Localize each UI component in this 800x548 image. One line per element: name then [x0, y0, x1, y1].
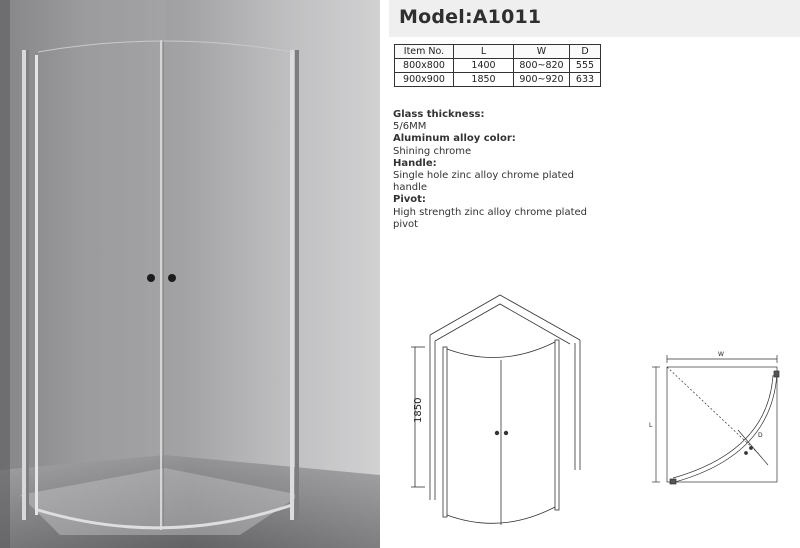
table-cell: 900~920	[514, 73, 570, 87]
spec-value-pivot-line1: High strength zinc alloy chrome plated	[393, 206, 587, 218]
spec-value-color: Shining chrome	[393, 145, 472, 157]
l-dimension-label: L	[649, 422, 653, 429]
table-header-cell: D	[570, 45, 601, 59]
model-title: Model:A1011	[399, 6, 542, 28]
plan-drawing	[640, 345, 790, 490]
table-header-cell: L	[454, 45, 514, 59]
d-dimension-label: D	[758, 432, 763, 439]
table-header-row	[395, 45, 601, 59]
spec-value-handle-line1: Single hole zinc alloy chrome plated	[393, 170, 575, 182]
w-dimension-label: W	[718, 351, 724, 358]
product-photo	[0, 0, 380, 548]
table-cell: 800x800	[395, 59, 454, 73]
spec-value-glass: 5/6MM	[393, 121, 427, 133]
spec-label-handle: Handle:	[393, 157, 437, 169]
isometric-drawing	[405, 285, 605, 535]
spec-label-glass: Glass thickness:	[393, 109, 485, 120]
title-bar	[389, 0, 800, 37]
table-cell: 900x900	[395, 73, 454, 87]
table-header-cell: W	[514, 45, 570, 59]
height-dimension-label: 1850	[413, 397, 424, 423]
table-cell: 1400	[454, 59, 514, 73]
table-row	[395, 73, 601, 87]
spec-value-pivot-line2: pivot	[393, 218, 419, 230]
table-cell: 633	[570, 73, 601, 87]
spec-value-handle-line2: handle	[393, 182, 428, 194]
table-cell: 555	[570, 59, 601, 73]
table-header-cell: Item No.	[395, 45, 454, 59]
table-cell: 800~820	[514, 59, 570, 73]
table-row	[395, 59, 601, 73]
table-cell: 1850	[454, 73, 514, 87]
dimension-table	[394, 44, 601, 87]
spec-label-color: Aluminum alloy color:	[393, 133, 516, 145]
spec-label-pivot: Pivot:	[393, 194, 426, 206]
spec-list	[393, 109, 587, 231]
